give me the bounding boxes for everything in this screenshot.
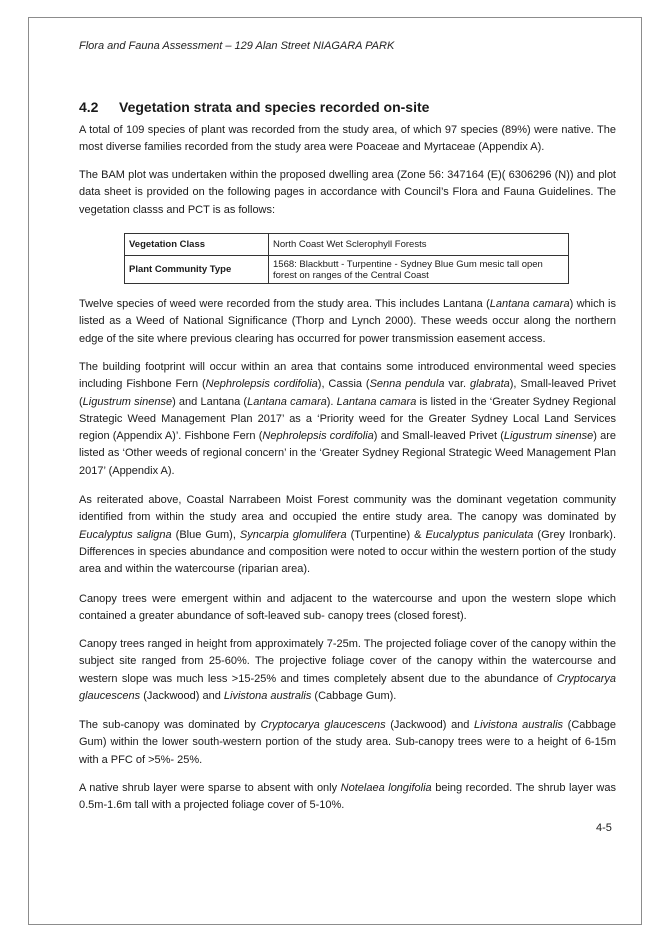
- species-name: Ligustrum sinense: [82, 395, 173, 408]
- species-name: Livistona australis: [223, 689, 312, 702]
- paragraph-dominant-community: As reiterated above, Coastal Narrabeen Moist Forest community was the dominant vegetation community identified from within the study area and occupied the entire study area. The canopy was dominated by Eucalyptus saligna (Blue Gum), Syncarpia glomulifera (Turpentine) & Eucalyptus paniculata (Grey Ironbark). Differences in species abundance and composition were noted to occur within the western portion of the study area and within the watercourse (riparian area).: [79, 494, 617, 576]
- species-name: Senna pendula: [369, 378, 445, 391]
- paragraph-weeds: Twelve species of weed were recorded from the study area. This includes Lantana (Lantana camara) which is listed as a Weed of National Significance (Thorp and Lynch 2000). These weeds occur along the northern edge of the site where previous clearing has occurred for power transmission easement access.: [79, 298, 617, 345]
- species-name: Nephrolepsis cordifolia: [262, 430, 374, 443]
- section-title: Vegetation strata and species recorded on-site: [119, 99, 430, 115]
- table-row: [125, 234, 569, 256]
- table-cell-value: 1568: Blackbutt - Turpentine - Sydney Blue Gum mesic tall open forest on ranges of the Central Coast: [269, 256, 569, 284]
- species-name: Ligustrum sinense: [503, 430, 594, 443]
- species-name: Eucalyptus paniculata: [425, 528, 534, 541]
- paragraph-shrub-layer: A native shrub layer were sparse to absent with only Notelaea longifolia being recorded. The shrub layer was 0.5m-1.6m tall with a projected foliage cover of 5-10%.: [79, 782, 616, 812]
- paragraph-canopy-emergent: Canopy trees were emergent within and adjacent to the watercourse and upon the western slope which contained a greater abundance of soft-leaved sub- canopy trees (closed forest).: [79, 593, 616, 623]
- paragraph-canopy-height: Canopy trees ranged in height from approximately 7-25m. The projected foliage cover of the canopy within the subject site ranged from 25-60%. The projective foliage cover of the canopy within the watercourse and western slope was much less >15-25% and times completely absent due to the abundance of Cryptocarya glaucescens (Jackwood) and Livistona australis (Cabbage Gum).: [79, 638, 616, 702]
- species-name: Syncarpia glomulifera: [239, 528, 347, 541]
- running-header: Flora and Fauna Assessment – 129 Alan Street NIAGARA PARK: [79, 40, 395, 52]
- vegetation-table: [124, 233, 569, 284]
- species-name: Nephrolepsis cordifolia: [205, 378, 318, 391]
- paragraph-bam-plot: The BAM plot was undertaken within the proposed dwelling area (Zone 56: 347164 (E)( 6306296 (N)) and plot data sheet is provided on the following pages in accordance with Council’s Flora and Fauna Guidelines. The vegetation classs and PCT is as follows:: [79, 169, 616, 216]
- table-cell-label: Plant Community Type: [125, 256, 269, 284]
- species-name: glabrata: [470, 378, 510, 391]
- page-number: 4-5: [596, 822, 612, 834]
- paragraph-sub-canopy: The sub-canopy was dominated by Cryptocarya glaucescens (Jackwood) and Livistona australis (Cabbage Gum) within the lower south-western portion of the study area. Sub-canopy trees were to a height of 6-15m with a PFC of >5%- 25%.: [79, 719, 616, 766]
- species-name: Livistona australis: [474, 719, 564, 731]
- species-name: Lantana camara: [489, 298, 570, 310]
- section-number: 4.2: [79, 99, 99, 115]
- species-name: Lantana camara: [336, 395, 417, 408]
- species-name: Cryptocarya glaucescens: [79, 672, 616, 702]
- species-name: Lantana camara: [247, 395, 327, 408]
- table-cell-value: North Coast Wet Sclerophyll Forests: [269, 234, 569, 256]
- table-cell-label: Vegetation Class: [125, 234, 269, 256]
- table-row: [125, 256, 569, 284]
- species-name: Eucalyptus saligna: [79, 528, 172, 541]
- section-heading: [79, 99, 429, 115]
- paragraph-species-total: A total of 109 species of plant was recorded from the study area, of which 97 species (89%) were native. The most diverse families recorded from the study area were Poaceae and Myrtaceae (Appendix A).: [79, 124, 616, 154]
- species-name: Cryptocarya glaucescens: [260, 719, 386, 731]
- species-name: Notelaea longifolia: [340, 782, 432, 794]
- paragraph-building-footprint: The building footprint will occur within an area that contains some introduced environmental weed species including Fishbone Fern (Nephrolepsis cordifolia), Cassia (Senna pendula var. glabrata), Small-leaved Privet (Ligustrum sinense) and Lantana (Lantana camara). Lantana camara is listed in the ‘Greater Sydney Regional Strategic Weed Management Plan 2017’ as a ‘Priority weed for the Greater Sydney Local Land Services region (Appendix A)’. Fishbone Fern (Nephrolepsis cordifolia) and Small-leaved Privet (Ligustrum sinense) are listed as ‘Other weeds of regional concern’ in the ‘Greater Sydney Regional Strategic Weed Management Plan 2017’ (Appendix A).: [79, 361, 616, 477]
